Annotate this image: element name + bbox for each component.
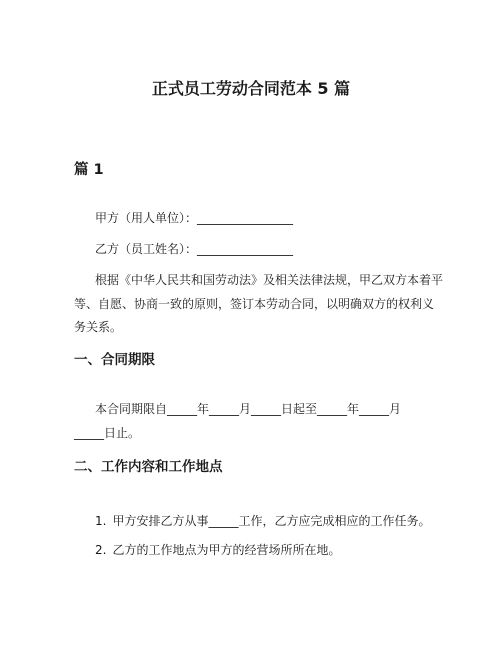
section-2-heading: 二、工作内容和工作地点	[74, 459, 223, 475]
section-1-line-2: _____日止。	[74, 425, 141, 440]
list-item	[95, 512, 430, 530]
section-1-heading: 一、合同期限	[74, 352, 155, 368]
intro-line-1: 根据《中华人民共和国劳动法》及相关法律法规，甲乙双方本着平	[95, 273, 444, 287]
list-item-text: 乙方的工作地点为甲方的经营场所所在地。	[112, 543, 341, 557]
party-b-line: 乙方（员工姓名）：________________	[95, 242, 294, 256]
section-1-paragraph	[74, 398, 401, 445]
intro-line-2: 等、自愿、协商一致的原则，签订本劳动合同，以明确双方的权利义	[74, 296, 435, 311]
intro-paragraph	[74, 269, 443, 340]
list-item-text: 甲方安排乙方从事_____工作，乙方应完成相应的工作任务。	[112, 514, 431, 528]
list-item	[95, 541, 340, 559]
intro-line-3: 务关系。	[74, 320, 123, 334]
list-item-number: 1.	[95, 514, 107, 528]
document-title: 正式员工劳动合同范本 5 篇	[151, 79, 351, 98]
section-1-line-1: 本合同期限自_____年_____月_____日起至_____年_____月	[95, 402, 402, 416]
part-heading: 篇 1	[74, 162, 104, 178]
list-item-number: 2.	[95, 543, 107, 557]
party-a-line: 甲方（用人单位）：________________	[95, 211, 294, 225]
